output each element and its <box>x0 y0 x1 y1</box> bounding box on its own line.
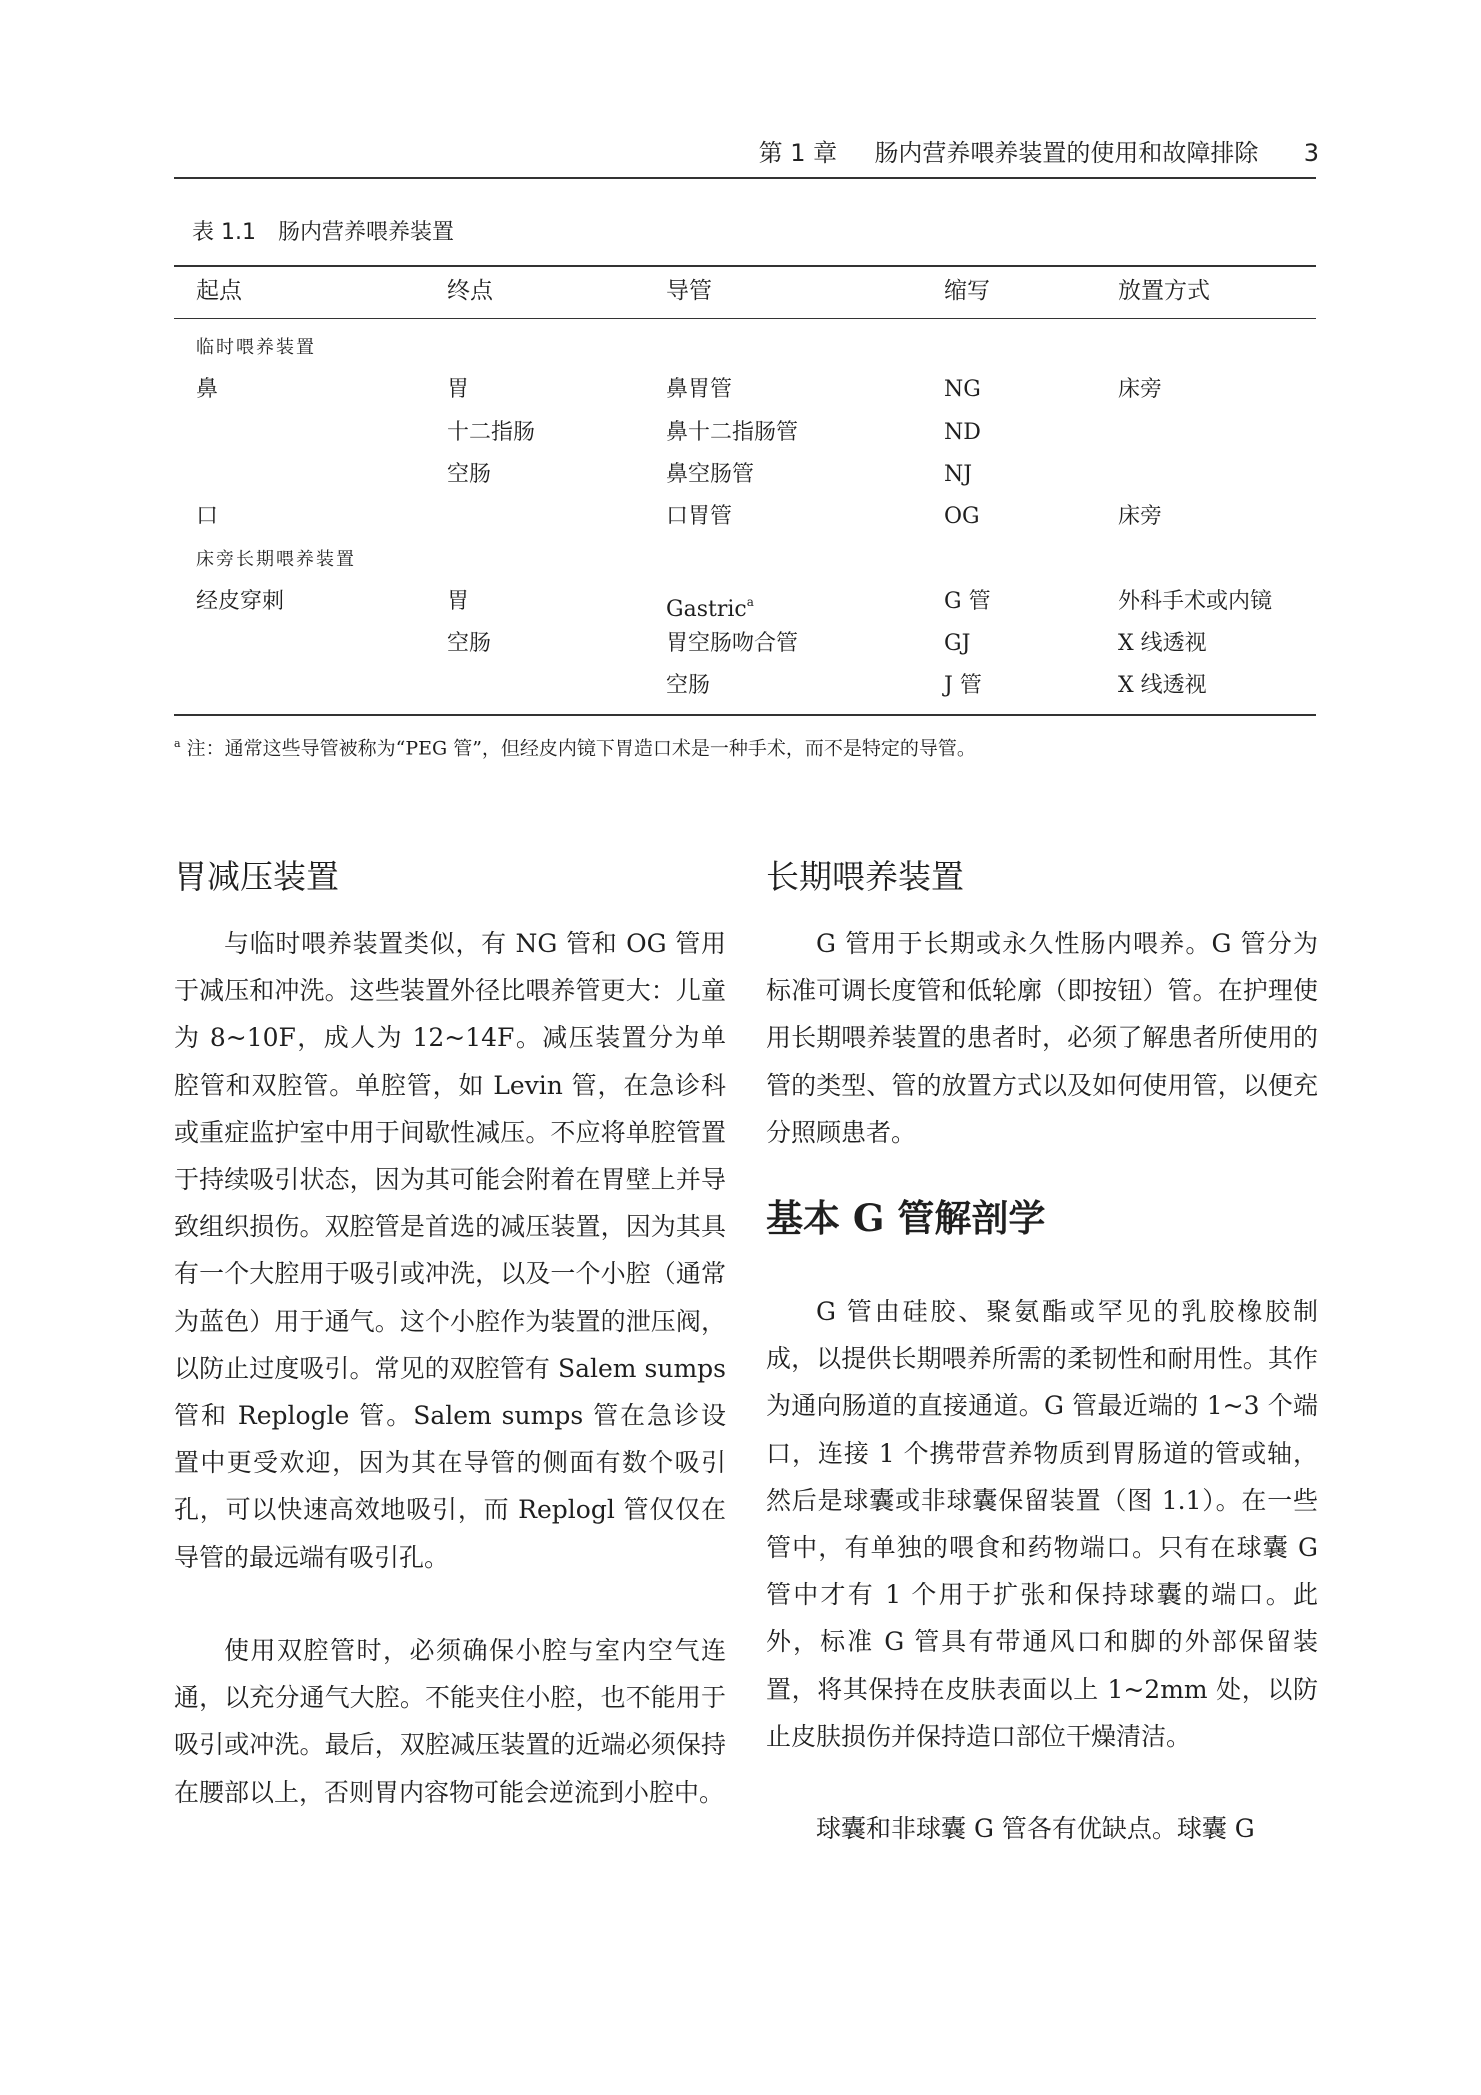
table-header-tube: 导管 <box>666 278 712 304</box>
chapter-title: 肠内营养喂养装置的使用和故障排除 <box>874 139 1259 167</box>
table-cell: 空肠 <box>666 673 711 698</box>
table-cell: 空肠 <box>447 631 492 656</box>
table-header-rule <box>174 318 1316 319</box>
table-cell: NJ <box>944 462 973 487</box>
table-bottom-rule <box>174 714 1316 716</box>
chapter-label: 第 1 章 <box>758 139 838 167</box>
page-number: 3 <box>1303 139 1319 167</box>
table-cell: GJ <box>944 631 971 656</box>
running-header <box>759 136 1319 170</box>
table-cell: 胃空肠吻合管 <box>666 631 799 656</box>
table-cell: 空肠 <box>447 462 492 487</box>
section-heading-g-tube-anatomy: 基本 G 管解剖学 <box>766 1196 1046 1240</box>
table-cell: 口胃管 <box>666 504 733 529</box>
table-header-origin: 起点 <box>196 278 242 304</box>
table-section-longterm: 床旁长期喂养装置 <box>196 549 356 570</box>
table-cell: 床旁 <box>1118 377 1163 402</box>
table-cell: 鼻十二指肠管 <box>666 420 799 445</box>
paragraph-g-tube-anatomy: G 管由硅胶、聚氨酯或罕见的乳胶橡胶制成，以提供长期喂养所需的柔韧性和耐用性。其作为通向肠道的直接通道。G 管最近端的 1~3 个端口，连接 1 个携带营养物质到胃肠道的管或轴，然后是球囊或非球囊保留装置（图 1.1）。在一些管中，有单独的喂食和药物端口。只有在球囊 G 管中才有 1 个用于扩张和保持球囊的端口。此外，标准 G 管具有带通风口和脚的外部保留装置，将其保持在皮肤表面以上 1~2mm 处，以防止皮肤损伤并保持造口部位干燥清洁。 <box>766 1297 1318 1751</box>
table-cell: X 线透视 <box>1118 673 1207 698</box>
section-heading-longterm: 长期喂养装置 <box>766 857 964 896</box>
table-cell: 胃 <box>447 377 470 402</box>
header-rule <box>174 177 1316 179</box>
table-header-placement: 放置方式 <box>1118 278 1210 304</box>
table-caption: 表 1.1 肠内营养喂养装置 <box>192 220 454 245</box>
footnote-mark: a <box>746 595 754 609</box>
paragraph-decompression-1: 与临时喂养装置类似，有 NG 管和 OG 管用于减压和冲洗。这些装置外径比喂养管更大：儿童为 8~10F，成人为 12~14F。减压装置分为单腔管和双腔管。单腔管，如 Levin 管，在急诊科或重症监护室中用于间歇性减压。不应将单腔管置于持续吸引状态，因为其可能会附着在胃壁上并导致组织损伤。双腔管是首选的减压装置，因为其具有一个大腔用于吸引或冲洗，以及一个小腔（通常为蓝色）用于通气。这个小腔作为装置的泄压阀，以防止过度吸引。常见的双腔管有 Salem sumps 管和 Replogle 管。Salem sumps 管在急诊设置中更受欢迎，因为其在导管的侧面有数个吸引孔，可以快速高效地吸引，而 Replogl 管仅仅在导管的最远端有吸引孔。 <box>174 929 726 1572</box>
table-cell: ND <box>944 420 981 445</box>
table-cell: J 管 <box>944 673 982 698</box>
table-cell: 鼻空肠管 <box>666 462 755 487</box>
table-cell: Gastric <box>666 597 747 622</box>
paragraph-longterm: G 管用于长期或永久性肠内喂养。G 管分为标准可调长度管和低轮廓（即按钮）管。在护理使用长期喂养装置的患者时，必须了解患者所使用的管的类型、管的放置方式以及如何使用管，以便充分照顾患者。 <box>766 929 1318 1147</box>
footnote-mark: a <box>174 737 181 750</box>
paragraph-balloon: 球囊和非球囊 G 管各有优缺点。球囊 G <box>816 1814 1255 1843</box>
table-cell: 鼻 <box>196 377 219 402</box>
table-cell: OG <box>944 504 980 529</box>
table-section-temporary: 临时喂养装置 <box>196 337 316 358</box>
table-cell: NG <box>944 377 981 402</box>
table-header-abbr: 缩写 <box>944 278 990 304</box>
footnote-text: 注：通常这些导管被称为“PEG 管”，但经皮内镜下胃造口术是一种手术，而不是特定的导管。 <box>186 737 976 760</box>
table-cell: 外科手术或内镜 <box>1118 589 1273 614</box>
table-cell: 十二指肠 <box>447 420 536 445</box>
table-cell: 口 <box>196 504 219 529</box>
table-cell: 经皮穿刺 <box>196 589 285 614</box>
table-cell: 床旁 <box>1118 504 1163 529</box>
paragraph-decompression-2: 使用双腔管时，必须确保小腔与室内空气连通，以充分通气大腔。不能夹住小腔，也不能用于吸引或冲洗。最后，双腔减压装置的近端必须保持在腰部以上，否则胃内容物可能会逆流到小腔中。 <box>174 1636 726 1807</box>
table-footnote <box>174 730 976 762</box>
table-cell: G 管 <box>944 589 991 614</box>
table-cell: X 线透视 <box>1118 631 1207 656</box>
table-cell: 胃 <box>447 589 470 614</box>
section-heading-decompression: 胃减压装置 <box>174 857 339 896</box>
table-cell: 鼻胃管 <box>666 377 733 402</box>
table-header-end: 终点 <box>447 278 493 304</box>
table-top-rule <box>174 265 1316 267</box>
table-cell-gastric <box>666 587 754 625</box>
